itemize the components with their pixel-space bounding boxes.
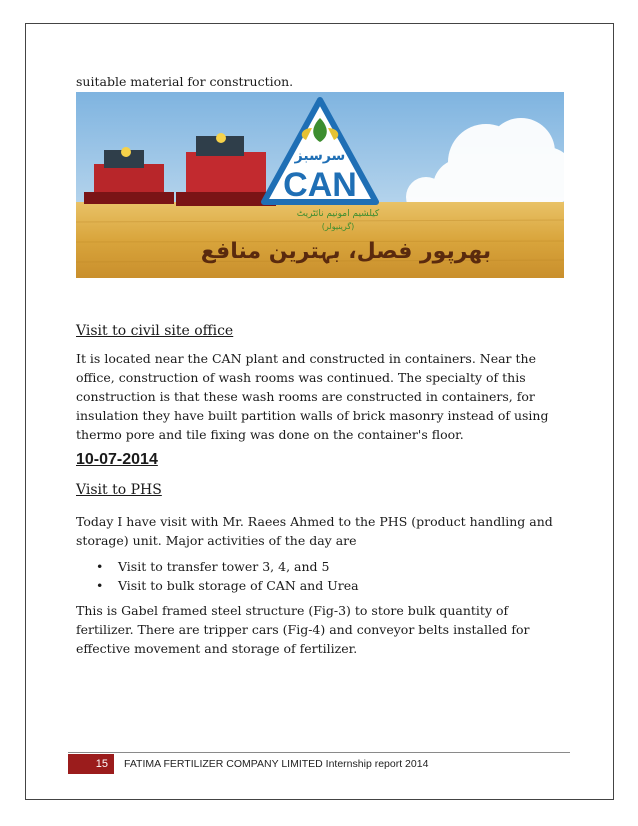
banner-urdu-sub1: کیلشیم امونیم نائٹریٹ (296, 209, 380, 219)
section-heading-phs: Visit to PHS (76, 482, 162, 498)
can-banner-image (76, 92, 564, 278)
banner-urdu-sub2: (گرینیولر) (321, 222, 355, 231)
footer-divider (68, 752, 570, 753)
banner-illustration (76, 92, 564, 278)
activity-list (96, 557, 359, 595)
intro-line: suitable material for construction. (76, 74, 294, 89)
list-item: • Visit to bulk storage of CAN and Urea (96, 576, 359, 595)
footer-text: FATIMA FERTILIZER COMPANY LIMITED Internship report 2014 (124, 758, 429, 770)
banner-urdu-brand: سرسبز (294, 148, 346, 164)
date-heading: 10-07-2014 (76, 451, 158, 468)
section-heading-civil-site: Visit to civil site office (76, 323, 234, 339)
footer-page-number: 15 (68, 754, 114, 774)
section-body-phs: Today I have visit with Mr. Raees Ahmed to the PHS (product handling and storage) unit. Major activities of the day are (76, 514, 553, 548)
list-item: • Visit to transfer tower 3, 4, and 5 (96, 557, 359, 576)
banner-logo-text: CAN (283, 166, 357, 204)
section-body-civil-site: It is located near the CAN plant and constructed in containers. Near the office, construction of wash rooms was continued. The specialty of this construction is that these wash rooms are constructed in containers, for insulation they have built partition walls of brick masonry instead of using thermo pore and tile fixing was done on the container's floor. (76, 351, 549, 442)
section-closing-phs: This is Gabel framed steel structure (Fig-3) to store bulk quantity of fertilizer. There are tripper cars (Fig-4) and conveyor belts installed for effective movement and storage of fertilizer. (76, 603, 530, 656)
banner-urdu-tagline: بھرپور فصل، بہترین منافع (200, 239, 492, 264)
